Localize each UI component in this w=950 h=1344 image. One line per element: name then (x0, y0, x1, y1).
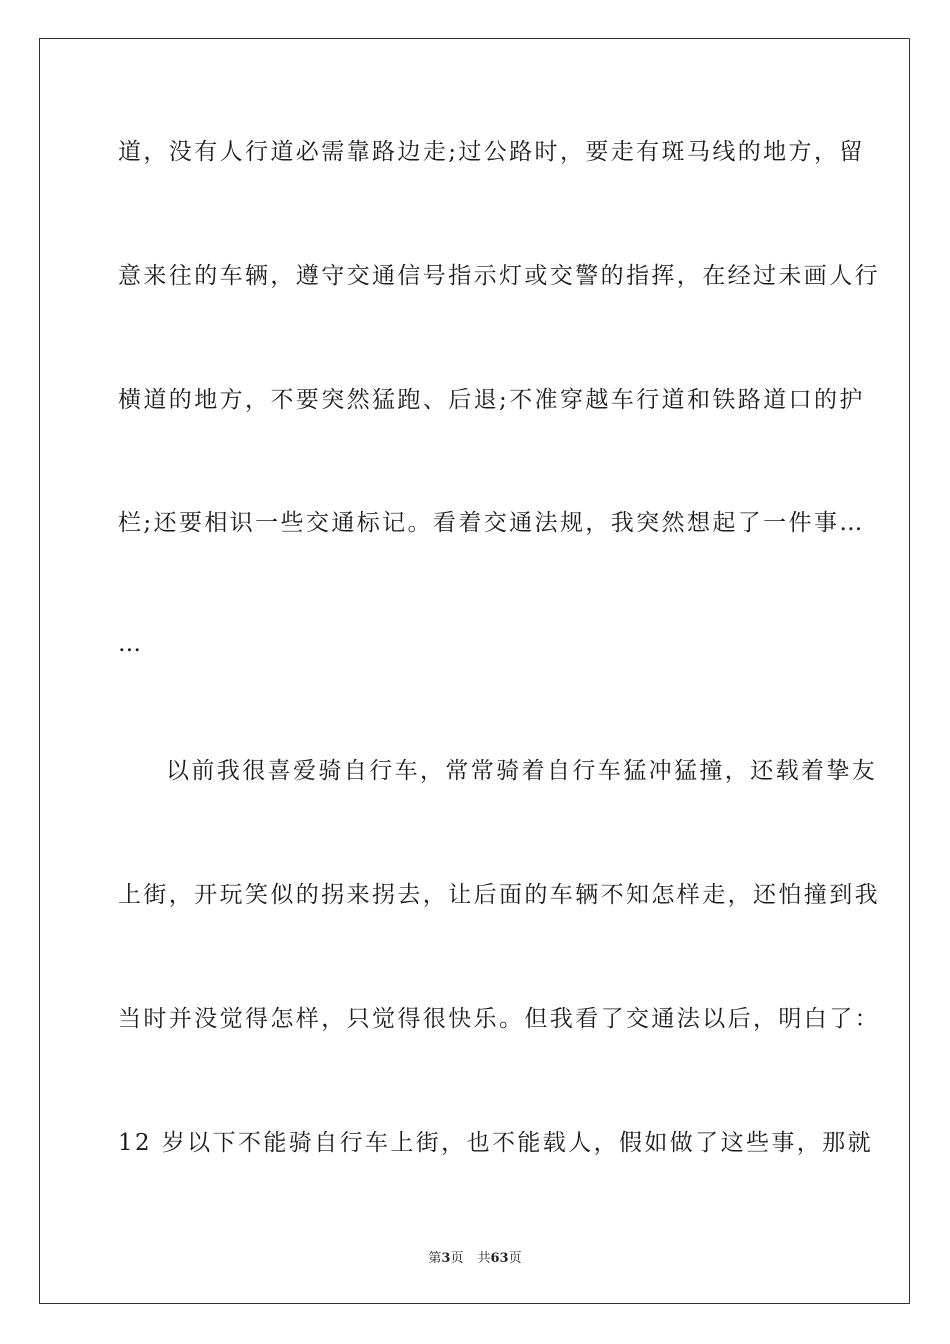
page-border (39, 38, 910, 1304)
body-line-2: 意来往的车辆，遵守交通信号指示灯或交警的指挥，在经过未画人行 (118, 263, 880, 289)
footer-total-suffix: 页 (508, 1251, 522, 1266)
current-page-number: 3 (441, 1251, 451, 1266)
total-pages-number: 63 (490, 1251, 509, 1266)
body-line-9: 12 岁以下不能骑自行车上街，也不能载人，假如做了这些事，那就 (118, 1130, 873, 1156)
body-line-3: 横道的地方，不要突然猛跑、后退;不准穿越车行道和铁路道口的护 (118, 387, 865, 413)
body-line-4: 栏;还要相识一些交通标记。看着交通法规，我突然想起了一件事… (118, 510, 865, 536)
body-line-8: 当时并没觉得怎样，只觉得很快乐。但我看了交通法以后，明白了： (118, 1006, 880, 1032)
footer-page-suffix: 页 (450, 1251, 464, 1266)
body-line-5: … (118, 631, 144, 657)
body-line-6: 以前我很喜爱骑自行车，常常骑着自行车猛冲猛撞，还载着挚友 (166, 758, 878, 784)
footer-total-prefix: 共 (477, 1251, 491, 1266)
footer-prefix: 第 (428, 1251, 442, 1266)
page-footer (0, 1247, 950, 1266)
body-line-7: 上街，开玩笑似的拐来拐去，让后面的车辆不知怎样走，还怕撞到我 (118, 882, 880, 908)
body-line-1: 道，没有人行道必需靠路边走;过公路时，要走有斑马线的地方，留 (118, 139, 865, 165)
